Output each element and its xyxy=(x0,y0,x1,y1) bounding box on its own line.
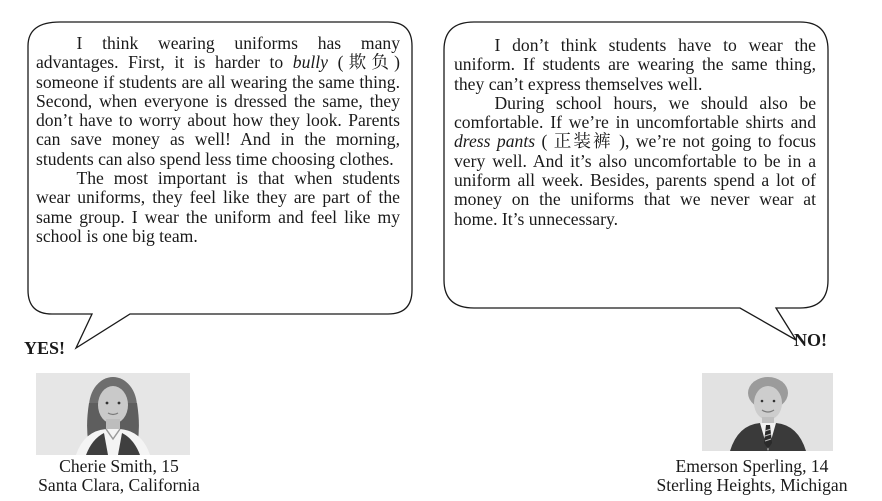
right-opinion-text xyxy=(454,36,816,229)
right-person-location: Sterling Heights, Michigan xyxy=(656,475,848,495)
right-person-caption xyxy=(626,457,878,495)
left-paragraph-1: I think wearing uniforms has many advantages. First, it is harder to bully (欺负) someone if students are all wearing the same thing. Second, when everyone is dressed the same, they don’t have to worry about how they look. Parents can save money as well! And in the morning, students can also spend less time choosing clothes. xyxy=(36,33,400,169)
right-person-name: Emerson Sperling, 14 xyxy=(675,456,829,476)
left-person-name: Cherie Smith, 15 xyxy=(59,456,179,476)
left-person-caption xyxy=(0,457,238,495)
girl-portrait-icon xyxy=(36,373,190,455)
right-paragraph-1: I don’t think students have to wear the uniform. If students are wearing the same thing, they can’t express themselves well. xyxy=(454,35,816,94)
left-opinion-text xyxy=(36,34,400,246)
left-paragraph-2: The most important is that when students wear uniforms, they feel like they are part of the same group. I wear the uniform and feel like my school is one big team. xyxy=(36,168,400,246)
gloss-bully: (欺负) xyxy=(337,52,400,73)
gloss-dress-pants: ( 正装裤 ) xyxy=(535,131,625,152)
right-paragraph-2: During school hours, we should also be comfortable. If we’re in uncomfortable shirts and dress pants ( 正装裤 ), we’re not going to focus very well. And it’s also uncomfortable to be in a uniform all week. Besides, parents spend a lot of money on the uniforms that we never wear at home. It’s unnecessary. xyxy=(454,92,816,229)
term-bully: bully xyxy=(292,52,328,73)
no-label: NO! xyxy=(794,330,827,350)
yes-label: YES! xyxy=(24,338,66,358)
term-dress-pants: dress pants xyxy=(454,131,536,152)
left-person-location: Santa Clara, California xyxy=(38,475,200,495)
boy-portrait-icon xyxy=(702,373,833,451)
